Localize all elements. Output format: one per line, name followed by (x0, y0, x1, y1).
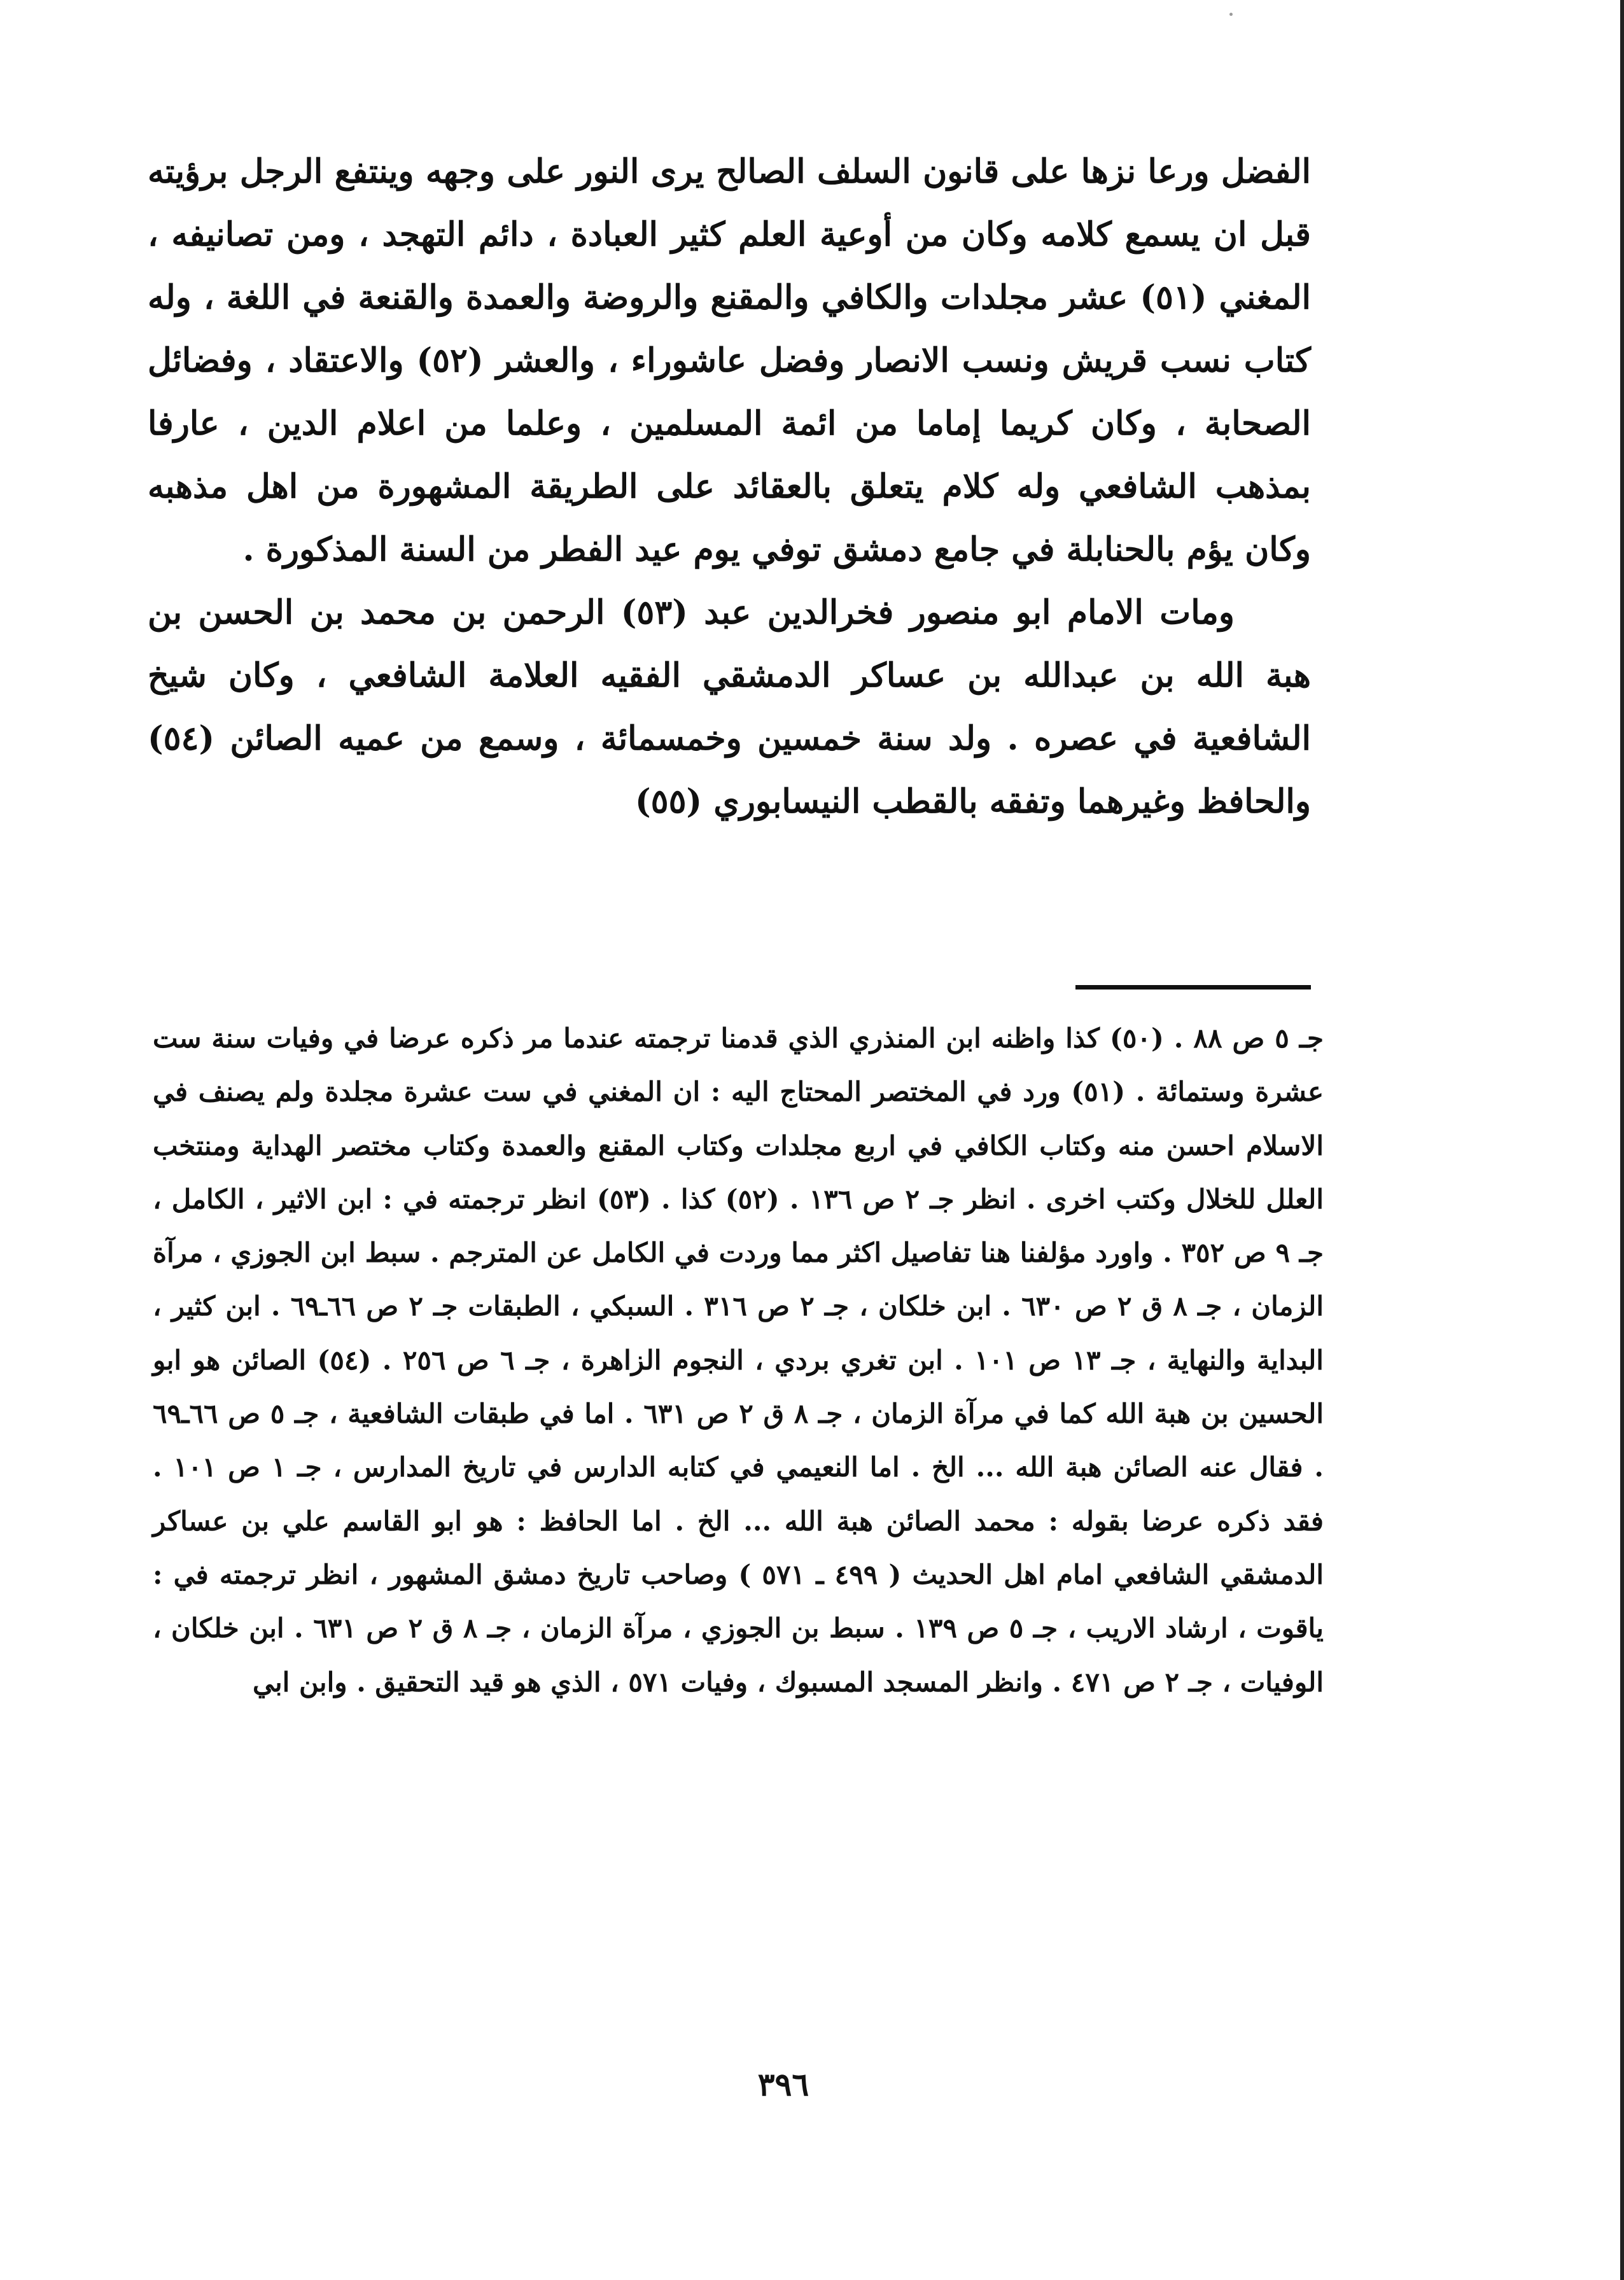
main-text (148, 140, 1311, 833)
page-number: ٣٩٦ (757, 2066, 809, 2103)
footnotes (153, 1012, 1324, 1709)
scan-edge-border (1620, 0, 1624, 2280)
footnote-separator (1075, 985, 1311, 990)
scan-speck (1229, 13, 1233, 16)
main-paragraph-1: الفضل ورعا نزها على قانون السلف الصالح يرى النور على وجهه وينتفع الرجل برؤيته قبل ان يسمع كلامه وكان من أوعية العلم كثير العبادة ، دائم التهجد ، ومن تصانيفه ، المغني (٥١) عشر مجلدات والكافي والمقنع والروضة والعمدة والقنعة في اللغة ، وله كتاب نسب قريش ونسب الانصار وفضل عاشوراء ، والعشر (٥٢) والاعتقاد ، وفضائل الصحابة ، وكان كريما إماما من ائمة المسلمين ، وعلما من اعلام الدين ، عارفا بمذهب الشافعي وله كلام يتعلق بالعقائد على الطريقة المشهورة من اهل مذهبه وكان يؤم بالحنابلة في جامع دمشق توفي يوم عيد الفطر من السنة المذكورة . (148, 152, 1312, 569)
footnotes-text: جـ ٥ ص ٨٨ . (٥٠) كذا واظنه ابن المنذري الذي قدمنا ترجمته عندما مر ذكره عرضا في وفيات سنة ست عشرة وستمائة . (٥١) ورد في المختصر المحتاج اليه : ان المغني في ست عشرة مجلدة ولم يصنف في الاسلام احسن منه وكتاب الكافي في اربع مجلدات وكتاب المقنع والعمدة وكتاب مختصر الهداية ومنتخب العلل للخلال وكتب اخرى . انظر جـ ٢ ص ١٣٦ . (٥٢) كذا . (٥٣) انظر ترجمته في : ابن الاثير ، الكامل ، جـ ٩ ص ٣٥٢ . واورد مؤلفنا هنا تفاصيل اكثر مما وردت في الكامل عن المترجم . سبط ابن الجوزي ، مرآة الزمان ، جـ ٨ ق ٢ ص ٦٣٠ . ابن خلكان ، جـ ٢ ص ٣١٦ . السبكي ، الطبقات جـ ٢ ص ٦٦ـ٦٩ . ابن كثير ، البداية والنهاية ، جـ ١٣ ص ١٠١ . ابن تغري بردي ، النجوم الزاهرة ، جـ ٦ ص ٢٥٦ . (٥٤) الصائن هو ابو الحسين بن هبة الله كما في مرآة الزمان ، جـ ٨ ق ٢ ص ٦٣١ . اما في طبقات الشافعية ، جـ ٥ ص ٦٦ـ٦٩ . فقال عنه الصائن هبة الله ... الخ . اما النعيمي في كتابه الدارس في تاريخ المدارس ، جـ ١ ص ١٠١ . فقد ذكره عرضا بقوله : محمد الصائن هبة الله ... الخ . اما الحافظ : هو ابو القاسم علي بن عساكر الدمشقي الشافعي امام اهل الحديث ( ٤٩٩ ـ ٥٧١ ) وصاحب تاريخ دمشق المشهور ، انظر ترجمته في : ياقوت ، ارشاد الاريب ، جـ ٥ ص ١٣٩ . سبط بن الجوزي ، مرآة الزمان ، جـ ٨ ق ٢ ص ٦٣١ . ابن خلكان ، الوفيات ، جـ ٢ ص ٤٧١ . وانظر المسجد المسبوك ، وفيات ٥٧١ ، الذي هو قيد التحقيق . وابن ابي (153, 1023, 1324, 1698)
main-paragraph-2: ومات الامام ابو منصور فخرالدين عبد (٥٣) الرحمن بن محمد بن الحسن بن هبة الله بن عبدالله بن عساكر الدمشقي الفقيه العلامة الشافعي ، وكان شيخ الشافعية في عصره . ولد سنة خمسين وخمسمائة ، وسمع من عميه الصائن (٥٤) والحافظ وغيرهما وتفقه بالقطب النيسابوري (٥٥) (148, 593, 1311, 821)
